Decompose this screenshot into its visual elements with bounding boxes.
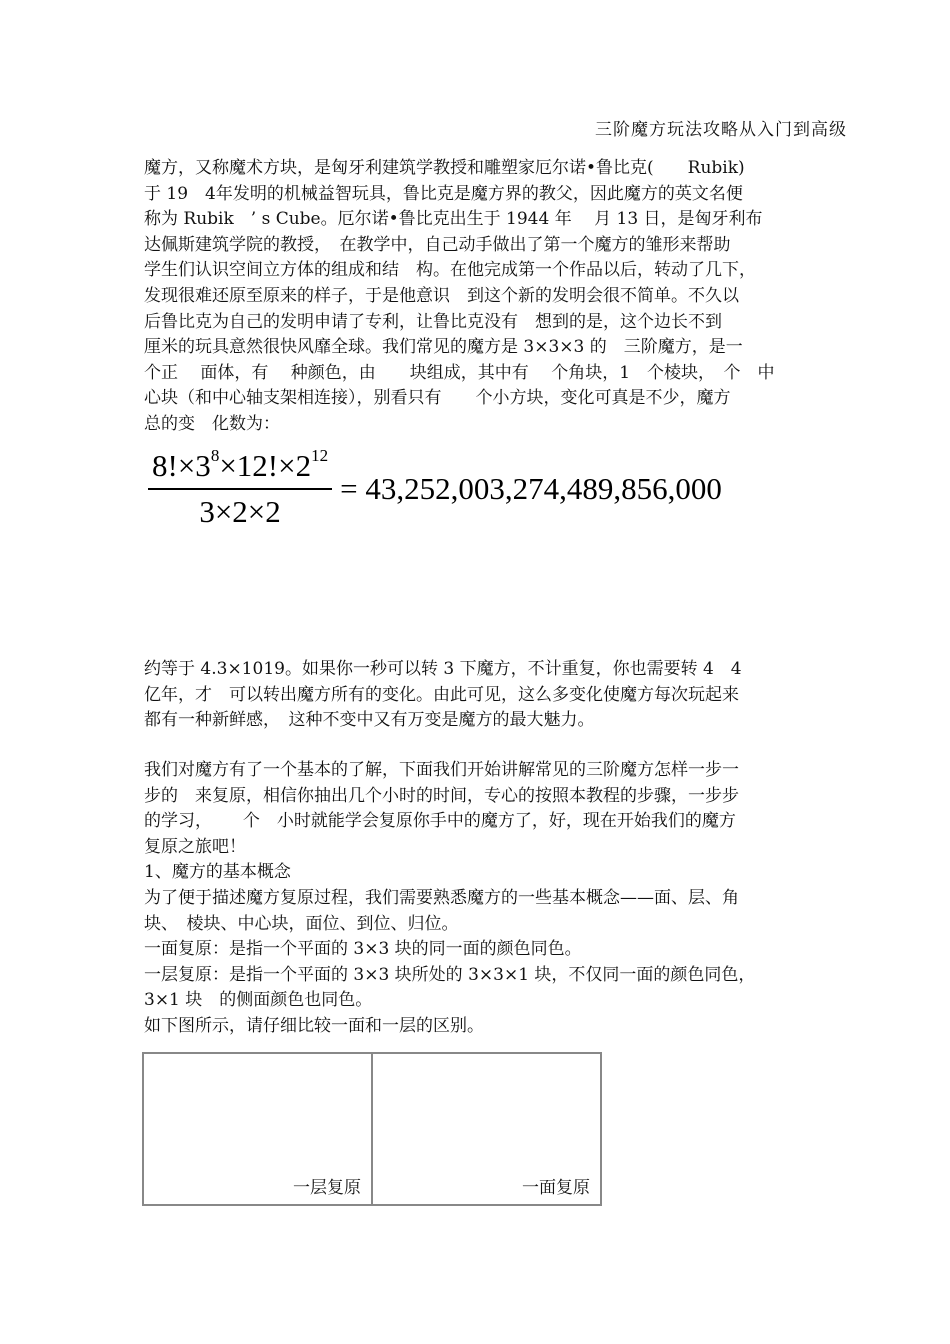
tutorial-line: 的学习， 个 小时就能学会复原你手中的魔方了，好，现在开始我们的魔方 (144, 811, 736, 832)
intro-line: 后鲁比克为自己的发明申请了专利，让鲁比克没有 想到的是，这个边长不到 (144, 311, 722, 332)
figure-intro: 如下图所示，请仔细比较一面和一层的区别。 (144, 1015, 484, 1036)
definition-one-layer-cont: 3×1 块 的侧面颜色也同色。 (144, 990, 373, 1011)
formula-denominator: 3×2×2 (148, 488, 332, 530)
approx-line: 都有一种新鲜感， 这种不变中又有万变是魔方的最大魅力。 (144, 710, 595, 731)
figure-cell-one-layer (144, 1054, 373, 1204)
tutorial-line: 复原之旅吧！ (144, 836, 246, 857)
formula-numerator: $8!\times 3^8\times 12!\times 2^{12}$ (152, 445, 329, 483)
intro-paragraph (144, 156, 812, 438)
intro-line: 魔方，又称魔术方块，是匈牙利建筑学教授和雕塑家厄尔诺•鲁比克( Rubik) (144, 158, 745, 178)
tutorial-line: 块、 棱块、中心块，面位、到位、归位。 (144, 913, 459, 934)
figure-cell-one-face (373, 1054, 600, 1204)
formula-result: = 43,252,003,274,489,856,000 (340, 471, 722, 506)
intro-line: 达佩斯建筑学院的教授， 在教学中，自己动手做出了第一个魔方的雏形来帮助 (144, 234, 731, 255)
figure-caption: 一面复原 (522, 1178, 590, 1198)
tutorial-paragraph (144, 758, 812, 1040)
definition-one-face: 一面复原：是指一个平面的 3×3 块的同一面的颜色同色。 (144, 939, 582, 960)
intro-line: 个正 面体，有 种颜色，由 块组成，其中有 个角块，1 个棱块， 个 中 (144, 362, 775, 383)
intro-line: 厘米的玩具意然很快风靡全球。我们常见的魔方是 3×3×3 的 三阶魔方，是一 (144, 337, 743, 358)
section-heading: 1、魔方的基本概念 (144, 862, 291, 883)
intro-line: 学生们认识空间立方体的组成和结 构。在他完成第一个作品以后，转动了几下， (144, 260, 756, 281)
tutorial-line: 我们对魔方有了一个基本的了解，下面我们开始讲解常见的三阶魔方怎样一步一 (144, 760, 739, 780)
figure-caption: 一层复原 (293, 1178, 361, 1198)
tutorial-line: 步的 来复原，相信你抽出几个小时的时间，专心的按照本教程的步骤，一步步 (144, 785, 739, 806)
tutorial-line: 为了便于描述魔方复原过程，我们需要熟悉魔方的一些基本概念——面、层、角 (144, 887, 739, 908)
intro-line: 于 19 4年发明的机械益智玩具，鲁比克是魔方界的教父，因此魔方的英文名便 (144, 183, 743, 204)
intro-line: 心块（和中心轴支架相连接），别看只有 个小方块，变化可真是不少，魔方 (144, 388, 731, 409)
formula-fraction (150, 445, 330, 530)
definition-one-layer: 一层复原：是指一个平面的 3×3 块所处的 3×3×1 块，不仅同一面的颜色同色， (144, 964, 756, 985)
approx-line: 亿年，才 可以转出魔方所有的变化。由此可见，这么多变化使魔方每次玩起来 (144, 684, 739, 705)
permutation-formula (150, 445, 722, 530)
intro-line: 称为 Rubik ’ s Cube。厄尔诺•鲁比克出生于 1944 年 月 13 日，是匈牙利布 (144, 209, 763, 230)
intro-line: 总的变 化数为： (144, 413, 280, 434)
page-header-title: 三阶魔方玩法攻略从入门到高级 (595, 120, 847, 140)
intro-line: 发现很难还原至原来的样子，于是他意识 到这个新的发明会很不简单。不久以 (144, 285, 739, 306)
approx-line: 约等于 4.3×1019。如果你一秒可以转 3 下魔方，不计重复，你也需要转 4 4 (144, 659, 742, 679)
approx-paragraph (144, 657, 812, 734)
comparison-figure-table (142, 1052, 602, 1206)
